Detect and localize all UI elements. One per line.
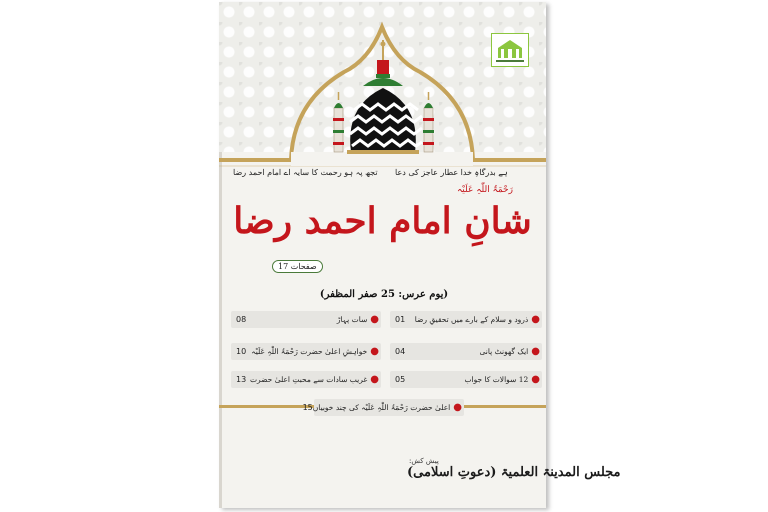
bullet-icon: ● [370,346,379,357]
bullet-icon: ● [370,314,379,325]
dua-line-left: تجھ پہ ہو رحمت کا سایہ اے امام احمد رضا [233,168,378,177]
dua-line-right: ہے بدرگاہِ خدا عطار عاجز کی دعا [395,168,508,177]
bullet-icon: ● [531,374,540,385]
bullet-icon: ● [453,402,462,413]
presented-by-label: پیش کش: [409,457,439,465]
toc-item: ● سات پہاڑ 08 [231,311,381,328]
toc-item: ● اعلیٰ حضرت رَحْمَۃُ اللّٰہِ عَلَیْہ کی چند خوبیاں 15 [314,399,464,416]
toc-item: ● ایک گھونٹ پانی 04 [390,343,542,360]
bullet-icon: ● [531,314,540,325]
right-minaret-icon [423,92,434,152]
book-title: شانِ امام احمد رضا [233,200,532,242]
left-minaret-icon [333,92,344,152]
toc-item: ● غریب سادات سے محبتِ اعلیٰ حضرت 13 [231,371,381,388]
book-cover [219,2,621,508]
toc-item: ● ذرود و سلام کے بارے میں تحقیقِ رضا 01 [390,311,542,328]
publisher-name: مجلس المدینۃ العلمیۃ (دعوتِ اسلامی) [407,465,621,480]
toc-item: ● 12 سوالات کا جواب 05 [390,371,542,388]
dome-icon [347,40,422,154]
honorific: رَحْمَۃُ اللّٰہِ عَلَیْہ [457,185,513,195]
toc-item: ● خواہشِ اعلیٰ حضرت رَحْمَۃُ اللّٰہِ عَلَیْہ 10 [231,343,381,360]
bullet-icon: ● [531,346,540,357]
urs-date: (یوم عرس: 25 صفر المظفر) [319,289,449,300]
publisher-logo-icon [491,33,529,67]
bullet-icon: ● [370,374,379,385]
pages-badge: صفحات 17 [272,260,323,273]
